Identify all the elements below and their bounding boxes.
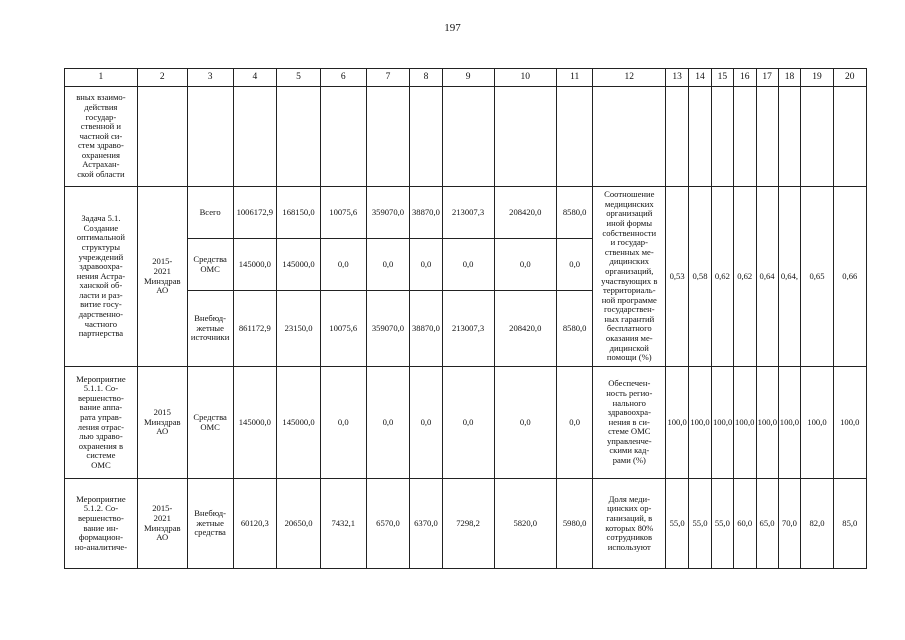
column-header: 16 — [733, 69, 756, 87]
funding-value: 0,0 — [494, 367, 556, 479]
empty-cell — [689, 87, 712, 187]
column-header: 1 — [65, 69, 138, 87]
measure-title: Мероприятие 5.1.2. Со- вершенство- вание ин- формацион- но-аналитиче- — [65, 479, 138, 569]
funding-value: 20650,0 — [277, 479, 321, 569]
funding-value: 145000,0 — [233, 239, 277, 291]
table-row — [65, 187, 867, 239]
funding-value: 23150,0 — [277, 291, 321, 367]
target-value: 0,64 — [756, 187, 778, 367]
column-header: 2 — [137, 69, 187, 87]
funding-value: 168150,0 — [277, 187, 321, 239]
empty-cell — [494, 87, 556, 187]
table-row — [65, 87, 867, 187]
target-value: 0,58 — [689, 187, 712, 367]
task-title: Задача 5.1. Создание оптимальной структуры учреждений здравоохра- нения Астра- ханской об- ласти и раз- витие госу- дарственно- частного партнерства — [65, 187, 138, 367]
funding-value: 0,0 — [410, 367, 442, 479]
funding-value: 145000,0 — [233, 367, 277, 479]
empty-cell — [833, 87, 866, 187]
empty-cell — [233, 87, 277, 187]
funding-value: 0,0 — [494, 239, 556, 291]
target-value: 100,0 — [689, 367, 712, 479]
empty-cell — [320, 87, 366, 187]
column-header: 18 — [778, 69, 801, 87]
period-agency: 2015 Минздрав АО — [137, 367, 187, 479]
column-header: 15 — [711, 69, 733, 87]
empty-cell — [756, 87, 778, 187]
target-value: 55,0 — [666, 479, 689, 569]
indicator-text: Обеспечен- ность регио- нального здравоохра- нения в си- стеме ОМС управленче- скими кад- рами (%) — [593, 367, 666, 479]
funding-value: 145000,0 — [277, 239, 321, 291]
target-value: 0,64, — [778, 187, 801, 367]
funding-source: Внебюд- жетные средства — [187, 479, 233, 569]
funding-source: Средства ОМС — [187, 239, 233, 291]
target-value: 0,65 — [801, 187, 833, 367]
indicator-text: Доля меди- цинских ор- ганизаций, в которых 80% сотрудников используют — [593, 479, 666, 569]
measure-title: Мероприятие 5.1.1. Со- вершенство- вание аппа- рата управ- ления отрас- лью здраво- охранения в системе ОМС — [65, 367, 138, 479]
funding-value: 0,0 — [366, 367, 410, 479]
funding-value: 359070,0 — [366, 187, 410, 239]
column-header: 14 — [689, 69, 712, 87]
empty-cell — [801, 87, 833, 187]
row-title: вных взаимо- действия государ- ственной и частной си- стем здраво- охранения Астрахан- ской области — [65, 87, 138, 187]
funding-value: 0,0 — [366, 239, 410, 291]
period-agency: 2015- 2021 Минздрав АО — [137, 479, 187, 569]
target-value: 100,0 — [756, 367, 778, 479]
target-value: 0,62 — [733, 187, 756, 367]
empty-cell — [410, 87, 442, 187]
header-row — [65, 69, 867, 87]
target-value: 60,0 — [733, 479, 756, 569]
column-header: 4 — [233, 69, 277, 87]
column-header: 7 — [366, 69, 410, 87]
funding-value: 0,0 — [556, 239, 592, 291]
funding-value: 7298,2 — [442, 479, 494, 569]
target-value: 82,0 — [801, 479, 833, 569]
funding-value: 208420,0 — [494, 291, 556, 367]
empty-cell — [593, 87, 666, 187]
funding-source: Внебюд- жетные источники — [187, 291, 233, 367]
empty-cell — [137, 87, 187, 187]
funding-value: 5980,0 — [556, 479, 592, 569]
target-value: 55,0 — [711, 479, 733, 569]
funding-value: 38870,0 — [410, 187, 442, 239]
column-header: 8 — [410, 69, 442, 87]
funding-value: 1006172,9 — [233, 187, 277, 239]
target-value: 0,62 — [711, 187, 733, 367]
empty-cell — [442, 87, 494, 187]
column-header: 12 — [593, 69, 666, 87]
funding-value: 6370,0 — [410, 479, 442, 569]
funding-value: 8580,0 — [556, 187, 592, 239]
target-value: 100,0 — [711, 367, 733, 479]
funding-value: 145000,0 — [277, 367, 321, 479]
empty-cell — [556, 87, 592, 187]
funding-value: 0,0 — [320, 239, 366, 291]
funding-value: 6570,0 — [366, 479, 410, 569]
funding-value: 8580,0 — [556, 291, 592, 367]
funding-value: 0,0 — [320, 367, 366, 479]
column-header: 19 — [801, 69, 833, 87]
target-value: 0,66 — [833, 187, 866, 367]
funding-value: 38870,0 — [410, 291, 442, 367]
empty-cell — [711, 87, 733, 187]
column-header: 3 — [187, 69, 233, 87]
funding-value: 861172,9 — [233, 291, 277, 367]
column-header: 6 — [320, 69, 366, 87]
funding-value: 359070,0 — [366, 291, 410, 367]
column-header: 20 — [833, 69, 866, 87]
funding-value: 5820,0 — [494, 479, 556, 569]
table-row — [65, 367, 867, 479]
funding-value: 0,0 — [442, 239, 494, 291]
table-row — [65, 479, 867, 569]
empty-cell — [277, 87, 321, 187]
column-header: 5 — [277, 69, 321, 87]
funding-value: 10075,6 — [320, 187, 366, 239]
funding-value: 0,0 — [556, 367, 592, 479]
column-header: 13 — [666, 69, 689, 87]
period-agency: 2015- 2021 Минздрав АО — [137, 187, 187, 367]
program-table — [64, 68, 867, 569]
funding-value: 213007,3 — [442, 291, 494, 367]
target-value: 100,0 — [801, 367, 833, 479]
target-value: 65,0 — [756, 479, 778, 569]
empty-cell — [366, 87, 410, 187]
funding-source: Средства ОМС — [187, 367, 233, 479]
empty-cell — [733, 87, 756, 187]
empty-cell — [778, 87, 801, 187]
funding-value: 213007,3 — [442, 187, 494, 239]
target-value: 100,0 — [666, 367, 689, 479]
indicator-text: Соотношение медицинских организаций иной формы собственности и государ- ственных ме- дицинских организаций, участвующих в территориаль- ной программе государствен- ных гарантий бесплатного оказания ме- дицинской помощи (%) — [593, 187, 666, 367]
funding-value: 7432,1 — [320, 479, 366, 569]
target-value: 100,0 — [733, 367, 756, 479]
target-value: 85,0 — [833, 479, 866, 569]
funding-value: 0,0 — [410, 239, 442, 291]
empty-cell — [187, 87, 233, 187]
empty-cell — [666, 87, 689, 187]
target-value: 100,0 — [833, 367, 866, 479]
column-header: 9 — [442, 69, 494, 87]
funding-value: 208420,0 — [494, 187, 556, 239]
target-value: 0,53 — [666, 187, 689, 367]
page-number: 197 — [444, 22, 461, 34]
target-value: 100,0 — [778, 367, 801, 479]
funding-value: 60120,3 — [233, 479, 277, 569]
column-header: 10 — [494, 69, 556, 87]
funding-value: 10075,6 — [320, 291, 366, 367]
column-header: 17 — [756, 69, 778, 87]
funding-source: Всего — [187, 187, 233, 239]
funding-value: 0,0 — [442, 367, 494, 479]
target-value: 70,0 — [778, 479, 801, 569]
column-header: 11 — [556, 69, 592, 87]
target-value: 55,0 — [689, 479, 712, 569]
